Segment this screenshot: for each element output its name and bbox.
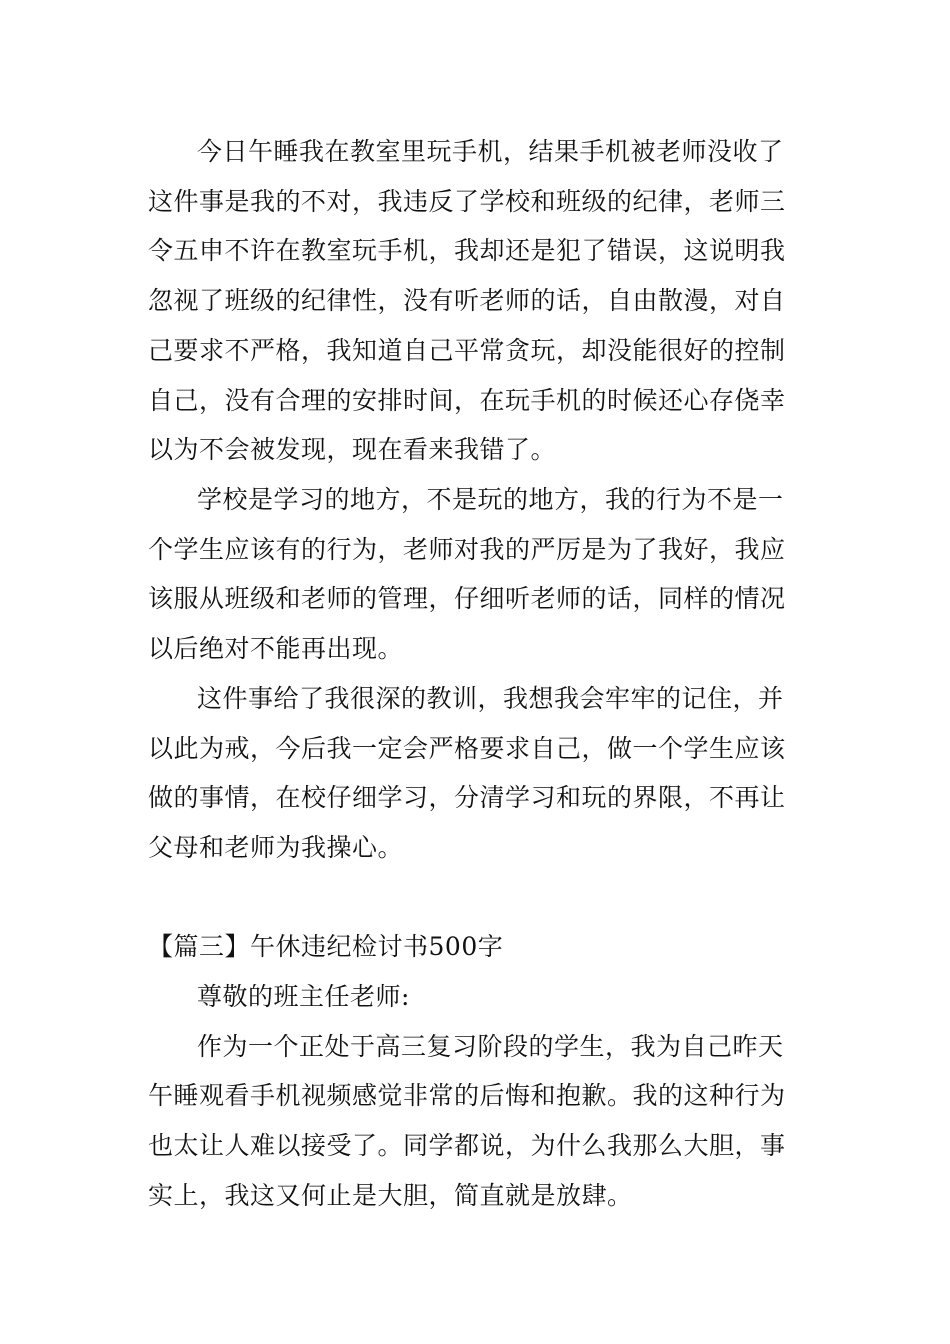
paragraph-1-line-6: 自己，没有合理的安排时间，在玩手机的时候还心存侥幸 — [148, 386, 786, 415]
paragraph-1-line-2: 这件事是我的不对，我违反了学校和班级的纪律，老师三 — [148, 187, 786, 216]
paragraph-4-line-4: 实上，我这又何止是大胆，简直就是放肆。 — [148, 1181, 633, 1210]
paragraph-4-line-1: 作为一个正处于高三复习阶段的学生，我为自己昨天 — [197, 1032, 784, 1061]
salutation: 尊敬的班主任老师: — [197, 982, 410, 1011]
paragraph-2-line-1: 学校是学习的地方，不是玩的地方，我的行为不是一 — [197, 485, 784, 514]
paragraph-1-line-3: 令五申不许在教室玩手机，我却还是犯了错误，这说明我 — [148, 236, 786, 265]
paragraph-3-line-1: 这件事给了我很深的教训，我想我会牢牢的记住，并 — [197, 684, 784, 713]
section-heading: 【篇三】午休违纪检讨书500字 — [148, 932, 504, 961]
paragraph-4-line-2: 午睡观看手机视频感觉非常的后悔和抱歉。我的这种行为 — [148, 1081, 786, 1110]
paragraph-4-line-3: 也太让人难以接受了。同学都说，为什么我那么大胆，事 — [148, 1131, 786, 1160]
paragraph-3-line-2: 以此为戒，今后我一定会严格要求自己，做一个学生应该 — [148, 734, 786, 763]
paragraph-2-line-2: 个学生应该有的行为，老师对我的严厉是为了我好，我应 — [148, 535, 786, 564]
paragraph-3-line-3: 做的事情，在校仔细学习，分清学习和玩的界限，不再让 — [148, 783, 786, 812]
paragraph-1-line-7: 以为不会被发现，现在看来我错了。 — [148, 435, 557, 464]
paragraph-2-line-4: 以后绝对不能再出现。 — [148, 634, 404, 663]
paragraph-1-line-1: 今日午睡我在教室里玩手机，结果手机被老师没收了 — [197, 137, 784, 166]
paragraph-1-line-4: 忽视了班级的纪律性，没有听老师的话，自由散漫，对自 — [148, 286, 786, 315]
paragraph-1-line-5: 己要求不严格，我知道自己平常贪玩，却没能很好的控制 — [148, 336, 786, 365]
paragraph-2-line-3: 该服从班级和老师的管理，仔细听老师的话，同样的情况 — [148, 584, 786, 613]
paragraph-3-line-4: 父母和老师为我操心。 — [148, 833, 404, 862]
